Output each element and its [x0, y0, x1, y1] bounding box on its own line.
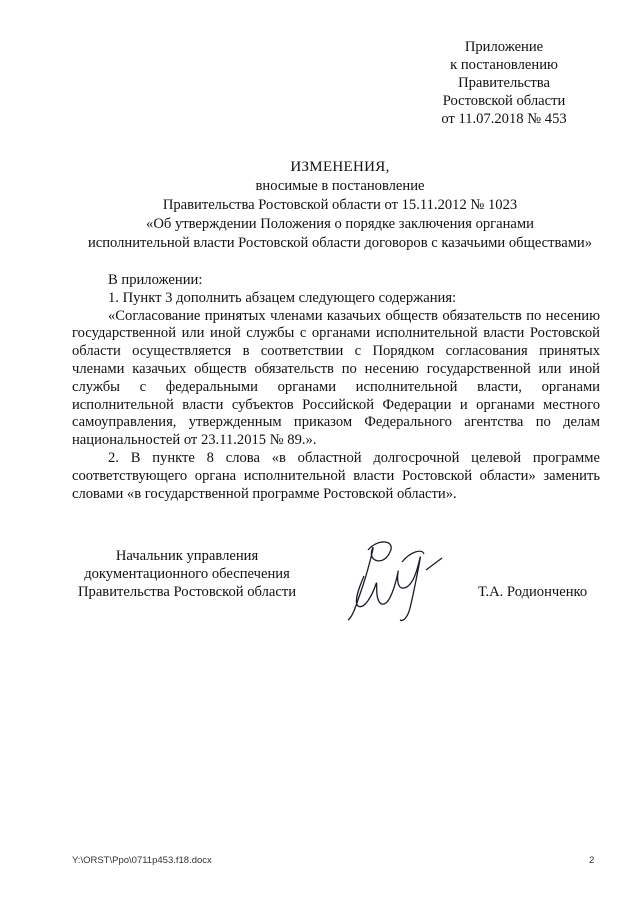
position-line: документационного обеспечения: [84, 565, 290, 582]
body-quote: «Согласование принятых членами казачьих обществ обязательств по несению государственной или иной службы с органами исполнительной власти Ростовской области осуществляется в соответствии с Порядком согласования принятых членами казачьих обществ обязательств по несению государственной или иной службы с федеральными органами исполнительной власти, органами исполнительной власти субъектов Российской Федерации и органами местного самоуправления, утвержденным приказом Федерального агентства по делам национальностей от 23.11.2015 № 89.».: [72, 307, 600, 449]
handwritten-signature: [338, 532, 450, 624]
attachment-line: Приложение: [464, 39, 544, 55]
heading-line: исполнительной власти Ростовской области договоров с казачьими обществами»: [87, 235, 593, 251]
attachment-line: от 11.07.2018 № 453: [441, 111, 567, 127]
position-line: Начальник управления: [115, 548, 259, 564]
attachment-block: [420, 38, 588, 128]
document-body: [72, 272, 600, 503]
page-number: 2: [589, 855, 595, 866]
heading-line: вносимые в постановление: [255, 178, 425, 194]
signatory-name: Т.А. Родионченко: [478, 584, 588, 600]
heading-title: ИЗМЕНЕНИЯ,: [290, 159, 390, 175]
footer-file-path: Y:\ORST\Ppo\0711p453.f18.docx: [72, 855, 212, 866]
body-item-2: 2. В пункте 8 слова «в областной долгосрочной целевой программе соответствующего органа исполнительной власти Ростовской области» заменить словами «в государственной программе Ростовской области».: [72, 449, 600, 502]
attachment-line: Правительства: [458, 75, 550, 91]
signatory-position: [68, 548, 306, 601]
body-intro: В приложении:: [108, 272, 203, 288]
position-line: Правительства Ростовской области: [77, 583, 297, 600]
body-item-1: 1. Пункт 3 дополнить абзацем следующего содержания:: [108, 289, 457, 306]
document-heading: [60, 158, 620, 253]
heading-line: Правительства Ростовской области от 15.11.2012 № 1023: [162, 197, 518, 213]
attachment-line: Ростовской области: [442, 93, 566, 109]
heading-line: «Об утверждении Положения о порядке заключения органами: [146, 216, 534, 232]
attachment-line: к постановлению: [450, 57, 558, 73]
